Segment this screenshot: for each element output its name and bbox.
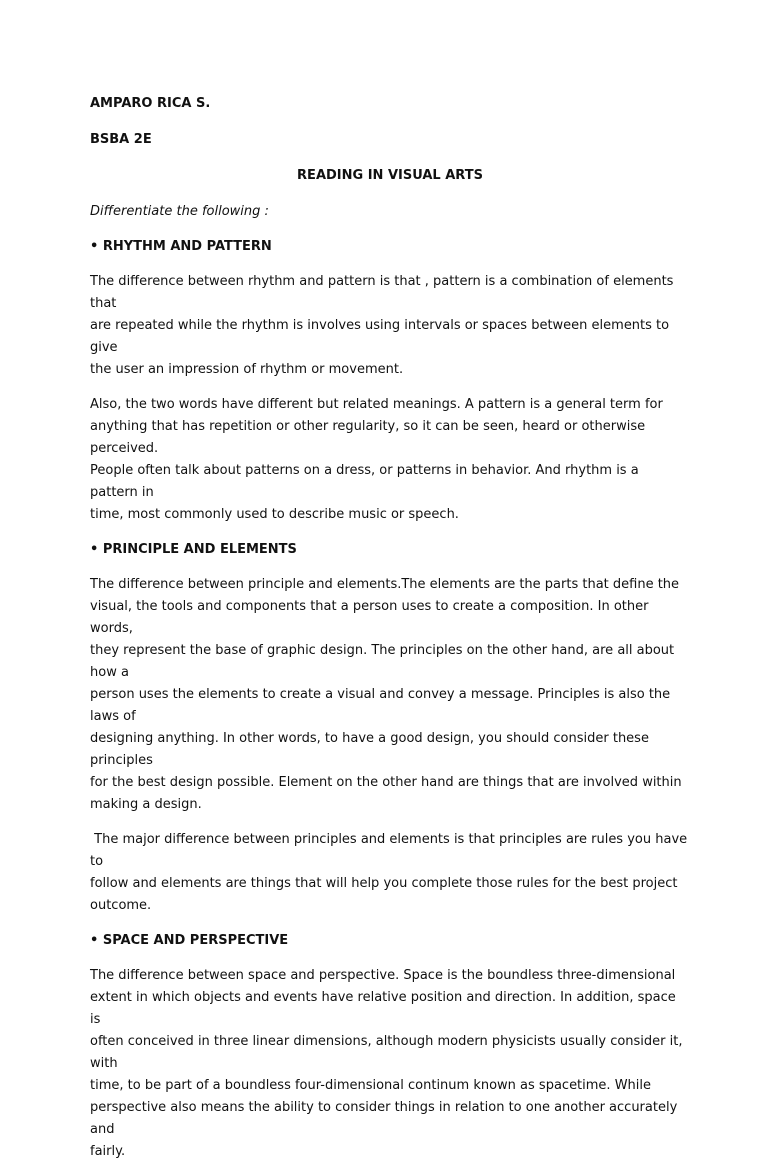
paragraph-line: visual, the tools and components that a person uses to create a composition. In other words, bbox=[90, 599, 653, 636]
paragraph-line: anything that has repetition or other regularity, so it can be seen, heard or otherwise perceived. bbox=[90, 419, 650, 456]
section-rhythm-and-pattern bbox=[90, 236, 690, 526]
paragraph-line: time, most commonly used to describe music or speech. bbox=[90, 507, 459, 522]
paragraph-line: fairly. bbox=[90, 1144, 126, 1159]
paragraph-line: person uses the elements to create a visual and convey a message. Principles is also the laws of bbox=[90, 687, 675, 724]
paragraph-line: designing anything. In other words, to have a good design, you should consider these principles bbox=[90, 731, 654, 768]
author-name: AMPARO RICA S. bbox=[90, 96, 211, 111]
paragraph-line: Also, the two words have different but related meanings. A pattern is a general term for bbox=[90, 397, 663, 412]
paragraph-line: The major difference between principles and elements is that principles are rules you have to bbox=[90, 832, 692, 869]
paragraph-line: outcome. bbox=[90, 898, 152, 913]
paragraph bbox=[90, 574, 690, 816]
paragraph-line: they represent the base of graphic design. The principles on the other hand, are all about how a bbox=[90, 643, 679, 680]
paragraph bbox=[90, 965, 690, 1163]
paragraph-line: time, to be part of a boundless four-dimensional continum known as spacetime. While bbox=[90, 1078, 652, 1093]
document-title: READING IN VISUAL ARTS bbox=[297, 168, 483, 183]
paragraph bbox=[90, 271, 690, 381]
paragraph-line: People often talk about patterns on a dress, or patterns in behavior. And rhythm is a pattern in bbox=[90, 463, 643, 500]
paragraph-line: extent in which objects and events have relative position and direction. In addition, space is bbox=[90, 990, 680, 1027]
paragraph-line: The difference between rhythm and pattern is that , pattern is a combination of elements that bbox=[90, 274, 678, 311]
instruction-text: Differentiate the following : bbox=[90, 204, 269, 219]
section-principle-and-elements bbox=[90, 539, 690, 917]
paragraph-line: The difference between space and perspective. Space is the boundless three-dimensional bbox=[90, 968, 676, 983]
paragraph-line: follow and elements are things that will help you complete those rules for the best project bbox=[90, 876, 678, 891]
section-heading: • SPACE AND PERSPECTIVE bbox=[90, 933, 289, 948]
paragraph-line: are repeated while the rhythm is involves using intervals or spaces between elements to give bbox=[90, 318, 674, 355]
paragraph-line: often conceived in three linear dimensions, although modern physicists usually consider it, with bbox=[90, 1034, 687, 1071]
paragraph bbox=[90, 829, 690, 917]
document-page bbox=[90, 93, 690, 1176]
paragraph-line: for the best design possible. Element on the other hand are things that are involved within bbox=[90, 775, 682, 790]
paragraph-line: The difference between principle and elements.The elements are the parts that define the bbox=[90, 577, 680, 592]
section-space-and-perspective bbox=[90, 930, 690, 1163]
section-heading: • PRINCIPLE AND ELEMENTS bbox=[90, 542, 297, 557]
course-code: BSBA 2E bbox=[90, 132, 152, 147]
paragraph-line: perspective also means the ability to consider things in relation to one another accurately and bbox=[90, 1100, 682, 1137]
section-heading: • RHYTHM AND PATTERN bbox=[90, 239, 272, 254]
paragraph-line: making a design. bbox=[90, 797, 202, 812]
paragraph-line: the user an impression of rhythm or movement. bbox=[90, 362, 404, 377]
paragraph bbox=[90, 394, 690, 526]
